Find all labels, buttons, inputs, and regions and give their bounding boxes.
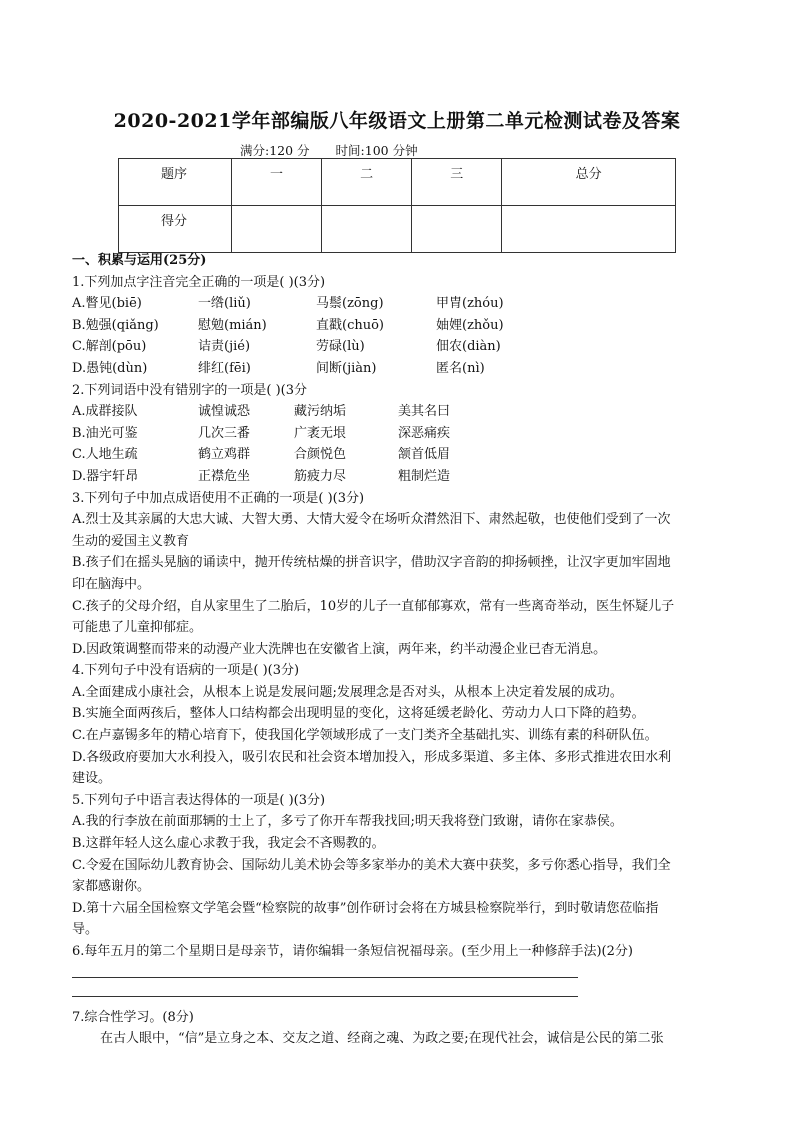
- option-item: 一绺(liǔ): [198, 296, 251, 312]
- score-row-label: 得分: [119, 206, 232, 253]
- option-item: 劳碌(lù): [316, 339, 365, 355]
- score-cell[interactable]: [322, 206, 412, 253]
- option-item: A.成群接队: [72, 404, 138, 420]
- option-text: 导。: [72, 922, 99, 938]
- question-stem: 3.下列句子中加点成语使用不正确的一项是( )(3分): [72, 490, 365, 506]
- option-item: D.愚钝(dùn): [72, 360, 148, 376]
- option-item: 鹤立鸡群: [198, 447, 251, 463]
- option-item: 间断(jiàn): [316, 360, 377, 376]
- question-stem: 2.下列词语中没有错别字的一项是( )(3分: [72, 382, 308, 398]
- option-item: 几次三番: [198, 425, 251, 441]
- option-item: 直戳(chuō): [316, 317, 384, 333]
- option-text: 印在脑海中。: [72, 576, 151, 592]
- option-text: C.在卢嘉锡多年的精心培育下，使我国化学领域形成了一支门类齐全基础扎实、训练有素的科研队伍。: [72, 728, 658, 744]
- option-text: C.孩子的父母介绍，自从家里生了二胎后，10岁的儿子一直郁郁寡欢，常有一些离奇举动，医生怀疑儿子: [72, 598, 675, 614]
- score-table-header-row: [119, 159, 676, 206]
- option-item: 广袤无垠: [294, 425, 347, 441]
- option-row: [72, 315, 722, 337]
- option-item: A.瞥见(biē): [72, 296, 142, 312]
- option-text: D.各级政府要加大水利投入，吸引农民和社会资本增加投入，形成多渠道、多主体、多形式推进农田水利: [72, 749, 672, 765]
- option-text: 建设。: [72, 771, 112, 787]
- passage-text: 在古人眼中，“信”是立身之本、交友之道、经商之魂、为政之要;在现代社会，诚信是公民的第二张: [100, 1031, 664, 1047]
- option-text: D.第十六届全国检察文学笔会暨“检察院的故事”创作研讨会将在方城县检察院举行，到时敬请您莅临指: [72, 900, 659, 916]
- option-item: 藏污纳垢: [294, 404, 347, 420]
- option-item: C.解剖(pōu): [72, 339, 147, 355]
- option-item: B.勉强(qiǎng): [72, 317, 159, 333]
- option-text: B.孩子们在摇头晃脑的诵读中，抛开传统枯燥的拼音识字，借助汉字音韵的抑扬顿挫，让汉字更加牢固地: [72, 555, 671, 571]
- answer-line[interactable]: [72, 996, 578, 997]
- exam-meta: [240, 141, 440, 159]
- score-header-cell: 三: [412, 159, 502, 206]
- option-item: 美其名曰: [398, 404, 451, 420]
- question-stem: 4.下列句子中没有语病的一项是( )(3分): [72, 663, 300, 679]
- option-row: [72, 358, 722, 380]
- option-item: C.人地生疏: [72, 447, 138, 463]
- question-stem: 1.下列加点字注音完全正确的一项是( )(3分): [72, 274, 326, 290]
- score-cell[interactable]: [502, 206, 676, 253]
- option-item: 马鬃(zōng): [316, 296, 384, 312]
- option-item: 深恶痛疾: [398, 425, 451, 441]
- option-text: A.全面建成小康社会，从根本上说是发展问题;发展理念是否对头，从根本上决定着发展的成功。: [72, 684, 623, 700]
- score-header-cell: 题序: [119, 159, 232, 206]
- option-item: 匿名(nì): [436, 360, 485, 376]
- option-text: 生动的爱国主义教育: [72, 533, 190, 549]
- score-table: [118, 158, 676, 253]
- option-item: 慰勉(mián): [198, 317, 267, 333]
- question-stem: 6.每年五月的第二个星期日是母亲节，请你编辑一条短信祝福母亲。(至少用上一种修辞手法)(2分): [72, 944, 633, 959]
- option-text: 家都感谢你。: [72, 879, 151, 895]
- option-item: 妯娌(zhǒu): [436, 317, 504, 333]
- option-item: 筋疲力尽: [294, 468, 347, 484]
- option-item: 甲胄(zhóu): [436, 296, 504, 312]
- option-item: 绯红(fēi): [198, 360, 251, 376]
- option-text: B.实施全面两孩后，整体人口结构都会出现明显的变化，这将延缓老龄化、劳动力人口下降的趋势。: [72, 706, 645, 722]
- score-header-cell: 一: [232, 159, 322, 206]
- option-row: [72, 423, 722, 445]
- full-score: 满分:120 分: [240, 143, 310, 158]
- option-text: 可能患了儿童抑郁症。: [72, 620, 203, 636]
- option-text: C.令爱在国际幼儿教育协会、国际幼儿美术协会等多家举办的美术大赛中获奖，多亏你悉心指导，我们全: [72, 857, 671, 873]
- option-row: [72, 293, 722, 315]
- question-stem: 5.下列句子中语言表达得体的一项是( )(3分): [72, 792, 326, 808]
- option-item: B.油光可鉴: [72, 425, 138, 441]
- option-text: A.烈士及其亲属的大忠大诚、大智大勇、大情大爱令在场听众潸然泪下、肃然起敬，也使他们受到了一次: [72, 512, 671, 528]
- option-item: D.器宇轩昂: [72, 468, 139, 484]
- score-header-cell: 二: [322, 159, 412, 206]
- option-item: 佃农(diàn): [436, 339, 501, 355]
- score-cell[interactable]: [412, 206, 502, 253]
- option-row: [72, 444, 722, 466]
- option-row: [72, 401, 722, 423]
- option-item: 粗制烂造: [398, 468, 451, 484]
- option-row: [72, 336, 722, 358]
- question-stem: 7.综合性学习。(8分): [72, 1009, 194, 1025]
- option-text: D.因政策调整而带来的动漫产业大洗牌也在安徽省上演，两年来，约半动漫企业已杳无消息。: [72, 641, 607, 657]
- option-item: 正襟危坐: [198, 468, 251, 484]
- score-header-cell: 总分: [502, 159, 676, 206]
- section-heading: 一、积累与运用(25分): [72, 253, 207, 268]
- exam-time: 时间:100 分钟: [335, 143, 418, 158]
- score-cell[interactable]: [232, 206, 322, 253]
- option-text: B.这群年轻人这么虚心求教于我，我定会不吝赐教的。: [72, 836, 385, 852]
- option-item: 颔首低眉: [398, 447, 451, 463]
- page-title: 2020-2021学年部编版八年级语文上册第二单元检测试卷及答案: [113, 110, 681, 132]
- answer-line[interactable]: [72, 977, 578, 978]
- score-table-score-row: [119, 206, 676, 253]
- option-item: 合颜悦色: [294, 447, 347, 463]
- option-row: [72, 466, 722, 488]
- option-item: 诘责(jié): [198, 339, 251, 355]
- exam-content: [72, 250, 722, 1050]
- option-item: 诚惶诚恐: [198, 404, 251, 420]
- option-text: A.我的行李放在前面那辆的士上了，多亏了你开车帮我找回;明天我将登门致谢，请你在家恭侯。: [72, 814, 623, 830]
